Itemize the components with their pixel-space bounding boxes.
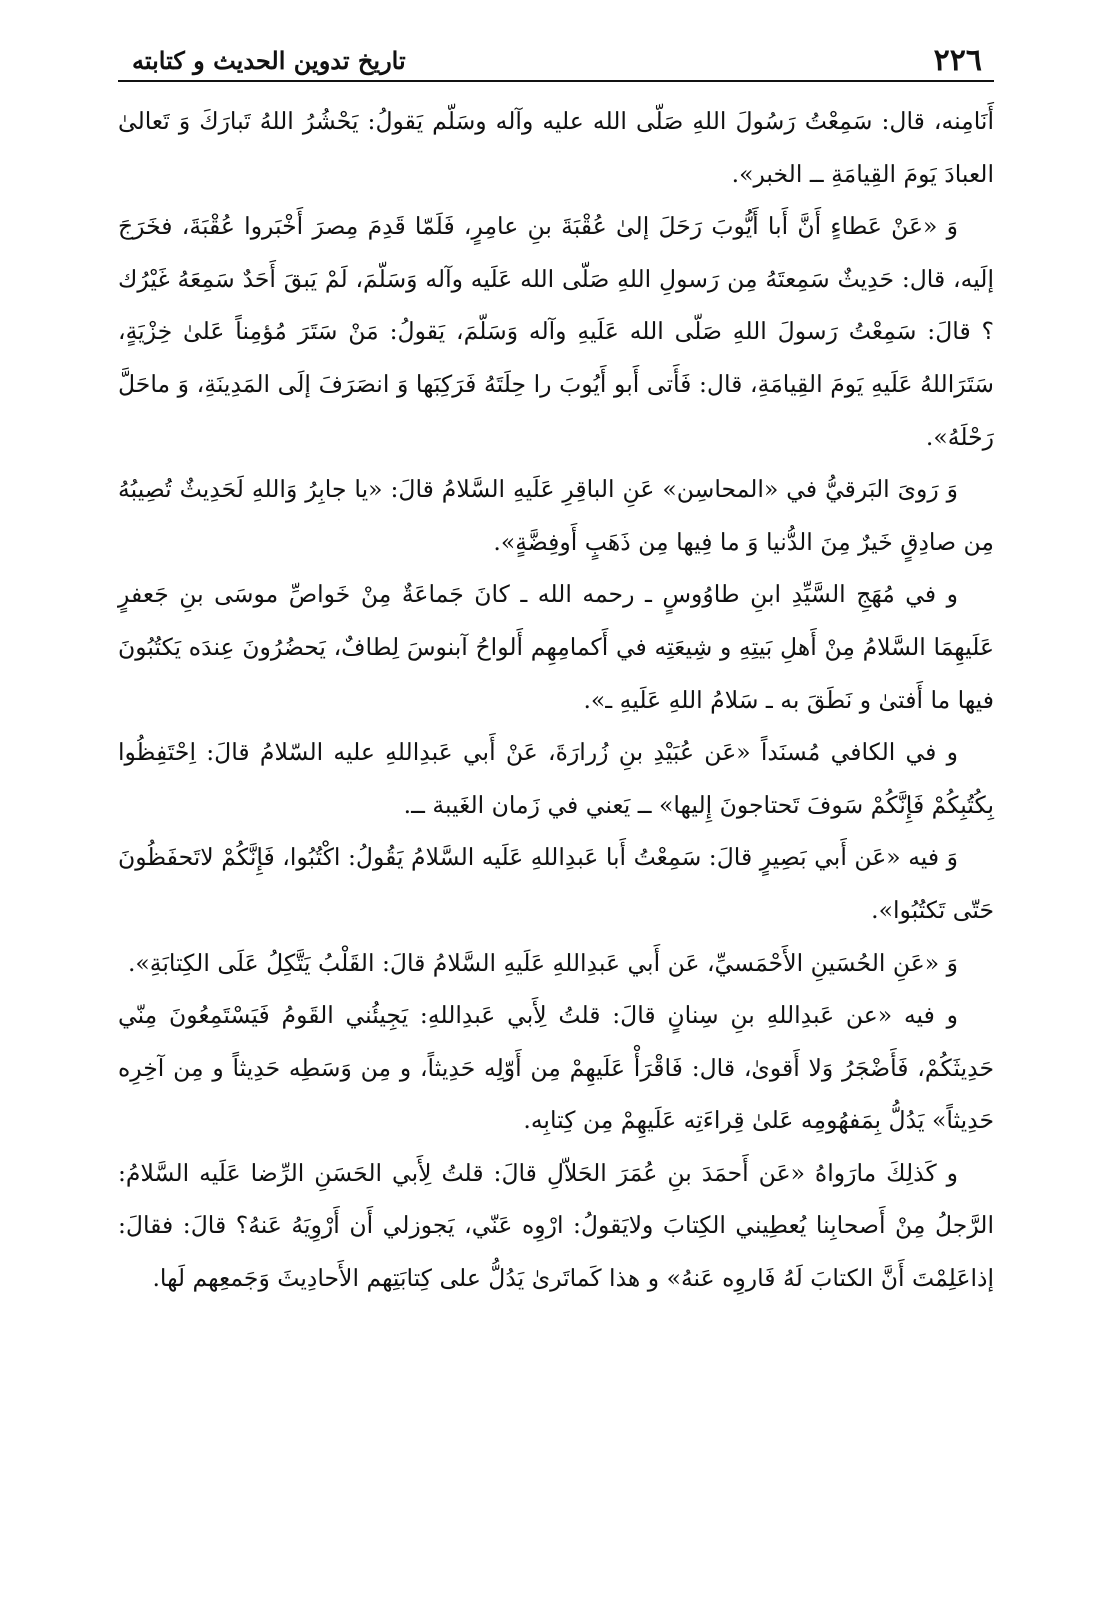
paragraph-3: وَ رَوىَ البَرقيُّ في «المحاسِن» عَنِ الباقِرِ عَلَيهِ السَّلامُ قالَ: «يا جابِرُ وَاللهِ لَحَدِيثٌ تُصِيبُهُ مِن صادِقٍ خَيرٌ مِنَ الدُّنيا وَ ما فِيها مِن ذَهَبٍ أَوفِضَّةٍ». xyxy=(118,475,994,556)
page-number: ٢٢٦ xyxy=(933,43,982,78)
paragraph-7: وَ «عَنِ الحُسَينِ الأَحْمَسيِّ، عَن أَبي عَبدِاللهِ عَلَيهِ السَّلامُ قالَ: القَلْبُ يَتَّكِلُ عَلَى الكِتابَةِ». xyxy=(127,948,958,977)
running-title: تاريخ تدوين الحديث و كتابته xyxy=(132,46,406,75)
header-rule xyxy=(118,80,994,82)
paragraph-9: و كَذلِكَ مارَواهُ «عَن أَحمَدَ بنِ عُمَرَ الحَلاّلِ قالَ: قلتُ لِأَبي الحَسَنِ الرِّضا عَلَيه السَّلامُ: الرَّجلُ مِنْ أَصحابِنا يُعطِيني الكِتابَ ولايَقولُ: ارْوِه عَنّي، يَجوزلي أَن أَرْوِيَهُ عَنهُ؟ قالَ: فقالَ: إذاعَلِمْتَ أَنَّ الكتابَ لَهُ فَاروِه عَنهُ» و هذا كَماتَرىٰ يَدُلُّ على كِتابَتِهم الأَحادِيثَ وَجَمعِهم لَها. xyxy=(118,1158,994,1293)
running-header xyxy=(118,40,994,84)
paragraph-5: و في الكافي مُسنَداً «عَن عُبَيْدِ بنِ زُرارَةَ، عَنْ أَبي عَبدِاللهِ عليه السّلامُ قالَ: اِحْتَفِظُوا بِكُتُبِكُمْ فَإِنَّكُمْ سَوفَ تَحتاجونَ إِليها» ــ يَعني في زَمان الغَيبة ــ. xyxy=(118,738,994,819)
paragraph-4: و في مُهَجِ السَّيِّدِ ابنِ طاوُوسٍ ـ رحمه الله ـ كانَ جَماعَةٌ مِنْ خَواصِّ موسَى بنِ جَعفرٍ عَلَيهِمَا السَّلامُ مِنْ أَهلِ بَيتِهِ و شِيعَتِه في أَكمامِهِم أَلواحُ آبنوسَ لِطافٌ، يَحضُرُونَ عِندَه يَكتُبُونَ فيها ما أَفتىٰ و نَطَقَ به ـ سَلامُ اللهِ عَلَيهِ ـ». xyxy=(118,580,994,714)
text-body xyxy=(118,95,994,1305)
paragraph-2: وَ «عَنْ عَطاءٍ أَنَّ أَبا أَيُّوبَ رَحَلَ إلىٰ عُقْبَةَ بنِ عامِرٍ، فَلَمّا قَدِمَ مِصرَ أَخْبَروا عُقْبَةَ، فخَرَجَ إلَيه، قال: حَدِيثٌ سَمِعتَهُ مِن رَسولِ اللهِ صَلّى الله عَلَيه وآله وَسَلّمَ، لَمْ يَبقَ أَحَدٌ سَمِعَهُ غَيْرُك ؟ قالَ: سَمِعْتُ رَسولَ اللهِ صَلّى الله عَلَيهِ وآله وَسَلّمَ، يَقولُ: مَنْ سَتَرَ مُؤمِناً عَلىٰ خِزْيَةٍ، سَتَرَاللهُ عَلَيهِ يَومَ القِيامَةِ، قال: فَأَتى أَبو أَيُوبَ را حِلَتَهُ فَرَكِبَها وَ انصَرَفَ إلَى المَدِينَةِ، وَ ماحَلَّ رَحْلَهُ». xyxy=(118,212,995,451)
paragraph-8: و فيه «عن عَبدِاللهِ بنِ سِنانٍ قالَ: قلتُ لِأَبي عَبدِاللهِ: يَجِيئُني القَومُ فَيَسْتَمِعُونَ مِنّي حَدِيثَكُمْ، فَأَضْجَرُ وَلا أَقوىٰ، قال: فَاقْرَأْ عَلَيهِمْ مِن أَوّلِه حَدِيثاً، و مِن وَسَطِه حَدِيثاً و مِن آخِرِه حَدِيثاً» يَدُلُّ بِمَفهُومِه عَلىٰ قِراءَتِه عَلَيهِمْ مِن كِتابِه. xyxy=(118,1001,994,1135)
paragraph-1: أَنَامِنه، قال: سَمِعْتُ رَسُولَ اللهِ صَلّى الله عليه وآله وسَلّم يَقولُ: يَحْشُرُ اللهُ تَبارَكَ وَ تَعالىٰ العبادَ يَومَ القِيامَةِ ــ الخبر». xyxy=(118,107,994,188)
paragraph-6: وَ فيه «عَن أَبي بَصِيرٍ قالَ: سَمِعْتُ أَبا عَبدِاللهِ عَلَيه السَّلامُ يَقُولُ: اكْتُبُوا، فَإِنَّكُمْ لاتَحفَظُونَ حَتّى تَكتُبُوا». xyxy=(118,843,994,924)
